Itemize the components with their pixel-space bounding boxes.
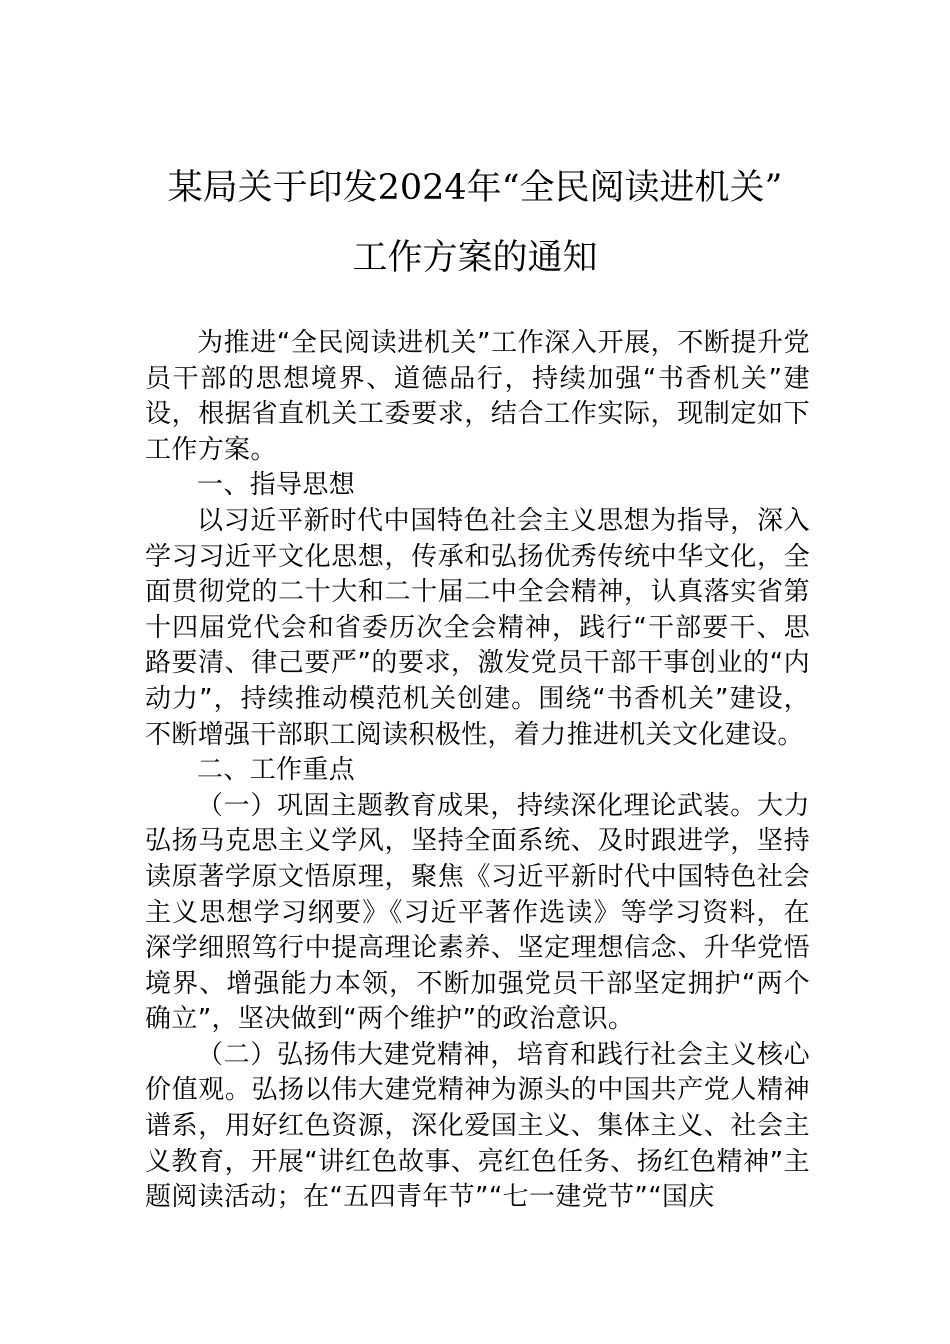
document-body (145, 326, 810, 1216)
intro-paragraph: 为推进“全民阅读进机关”工作深入开展，不断提升党员干部的思想境界、道德品行，持续加强“书香机关”建设，根据省直机关工委要求，结合工作实际，现制定如下工作方案。 (145, 328, 810, 465)
guiding-thought-paragraph: 以习近平新时代中国特色社会主义思想为指导，深入学习习近平文化思想，传承和弘扬优秀传统中华文化，全面贯彻党的二十大和二十届二中全会精神，认真落实省第十四届党代会和省委历次全会精神，践行“干部要干、思路要清、律己要严”的要求，激发党员干部干事创业的“内动力”，持续推动模范机关创建。围绕“书香机关”建设，不断增强干部职工阅读积极性，着力推进机关文化建设。 (145, 505, 810, 750)
document-title-line-1: 某局关于印发2024年“全民阅读进机关” (167, 168, 783, 208)
section-heading-work-focus: 二、工作重点 (197, 755, 356, 786)
document-title-line-2: 工作方案的通知 (352, 238, 598, 278)
work-focus-item-1: （一）巩固主题教育成果，持续深化理论武装。大力弘扬马克思主义学风，坚持全面系统、及时跟进学，坚持读原著学原文悟原理，聚焦《习近平新时代中国特色社会主义思想学习纲要》《习近平著作选读》等学习资料，在深学细照笃行中提高理论素养、坚定理想信念、升华党悟境界、增强能力本领，不断加强党员干部坚定拥护“两个确立”，坚决做到“两个维护”的政治意识。 (145, 790, 810, 1035)
section-heading-guiding-thought: 一、指导思想 (197, 470, 356, 501)
work-focus-item-2: （二）弘扬伟大建党精神，培育和践行社会主义核心价值观。弘扬以伟大建党精神为源头的中国共产党人精神谱系，用好红色资源，深化爱国主义、集体主义、社会主义教育，开展“讲红色故事、亮红色任务、扬红色精神”主题阅读活动；在“五四青年节”“七一建党节”“国庆 (145, 1039, 810, 1213)
